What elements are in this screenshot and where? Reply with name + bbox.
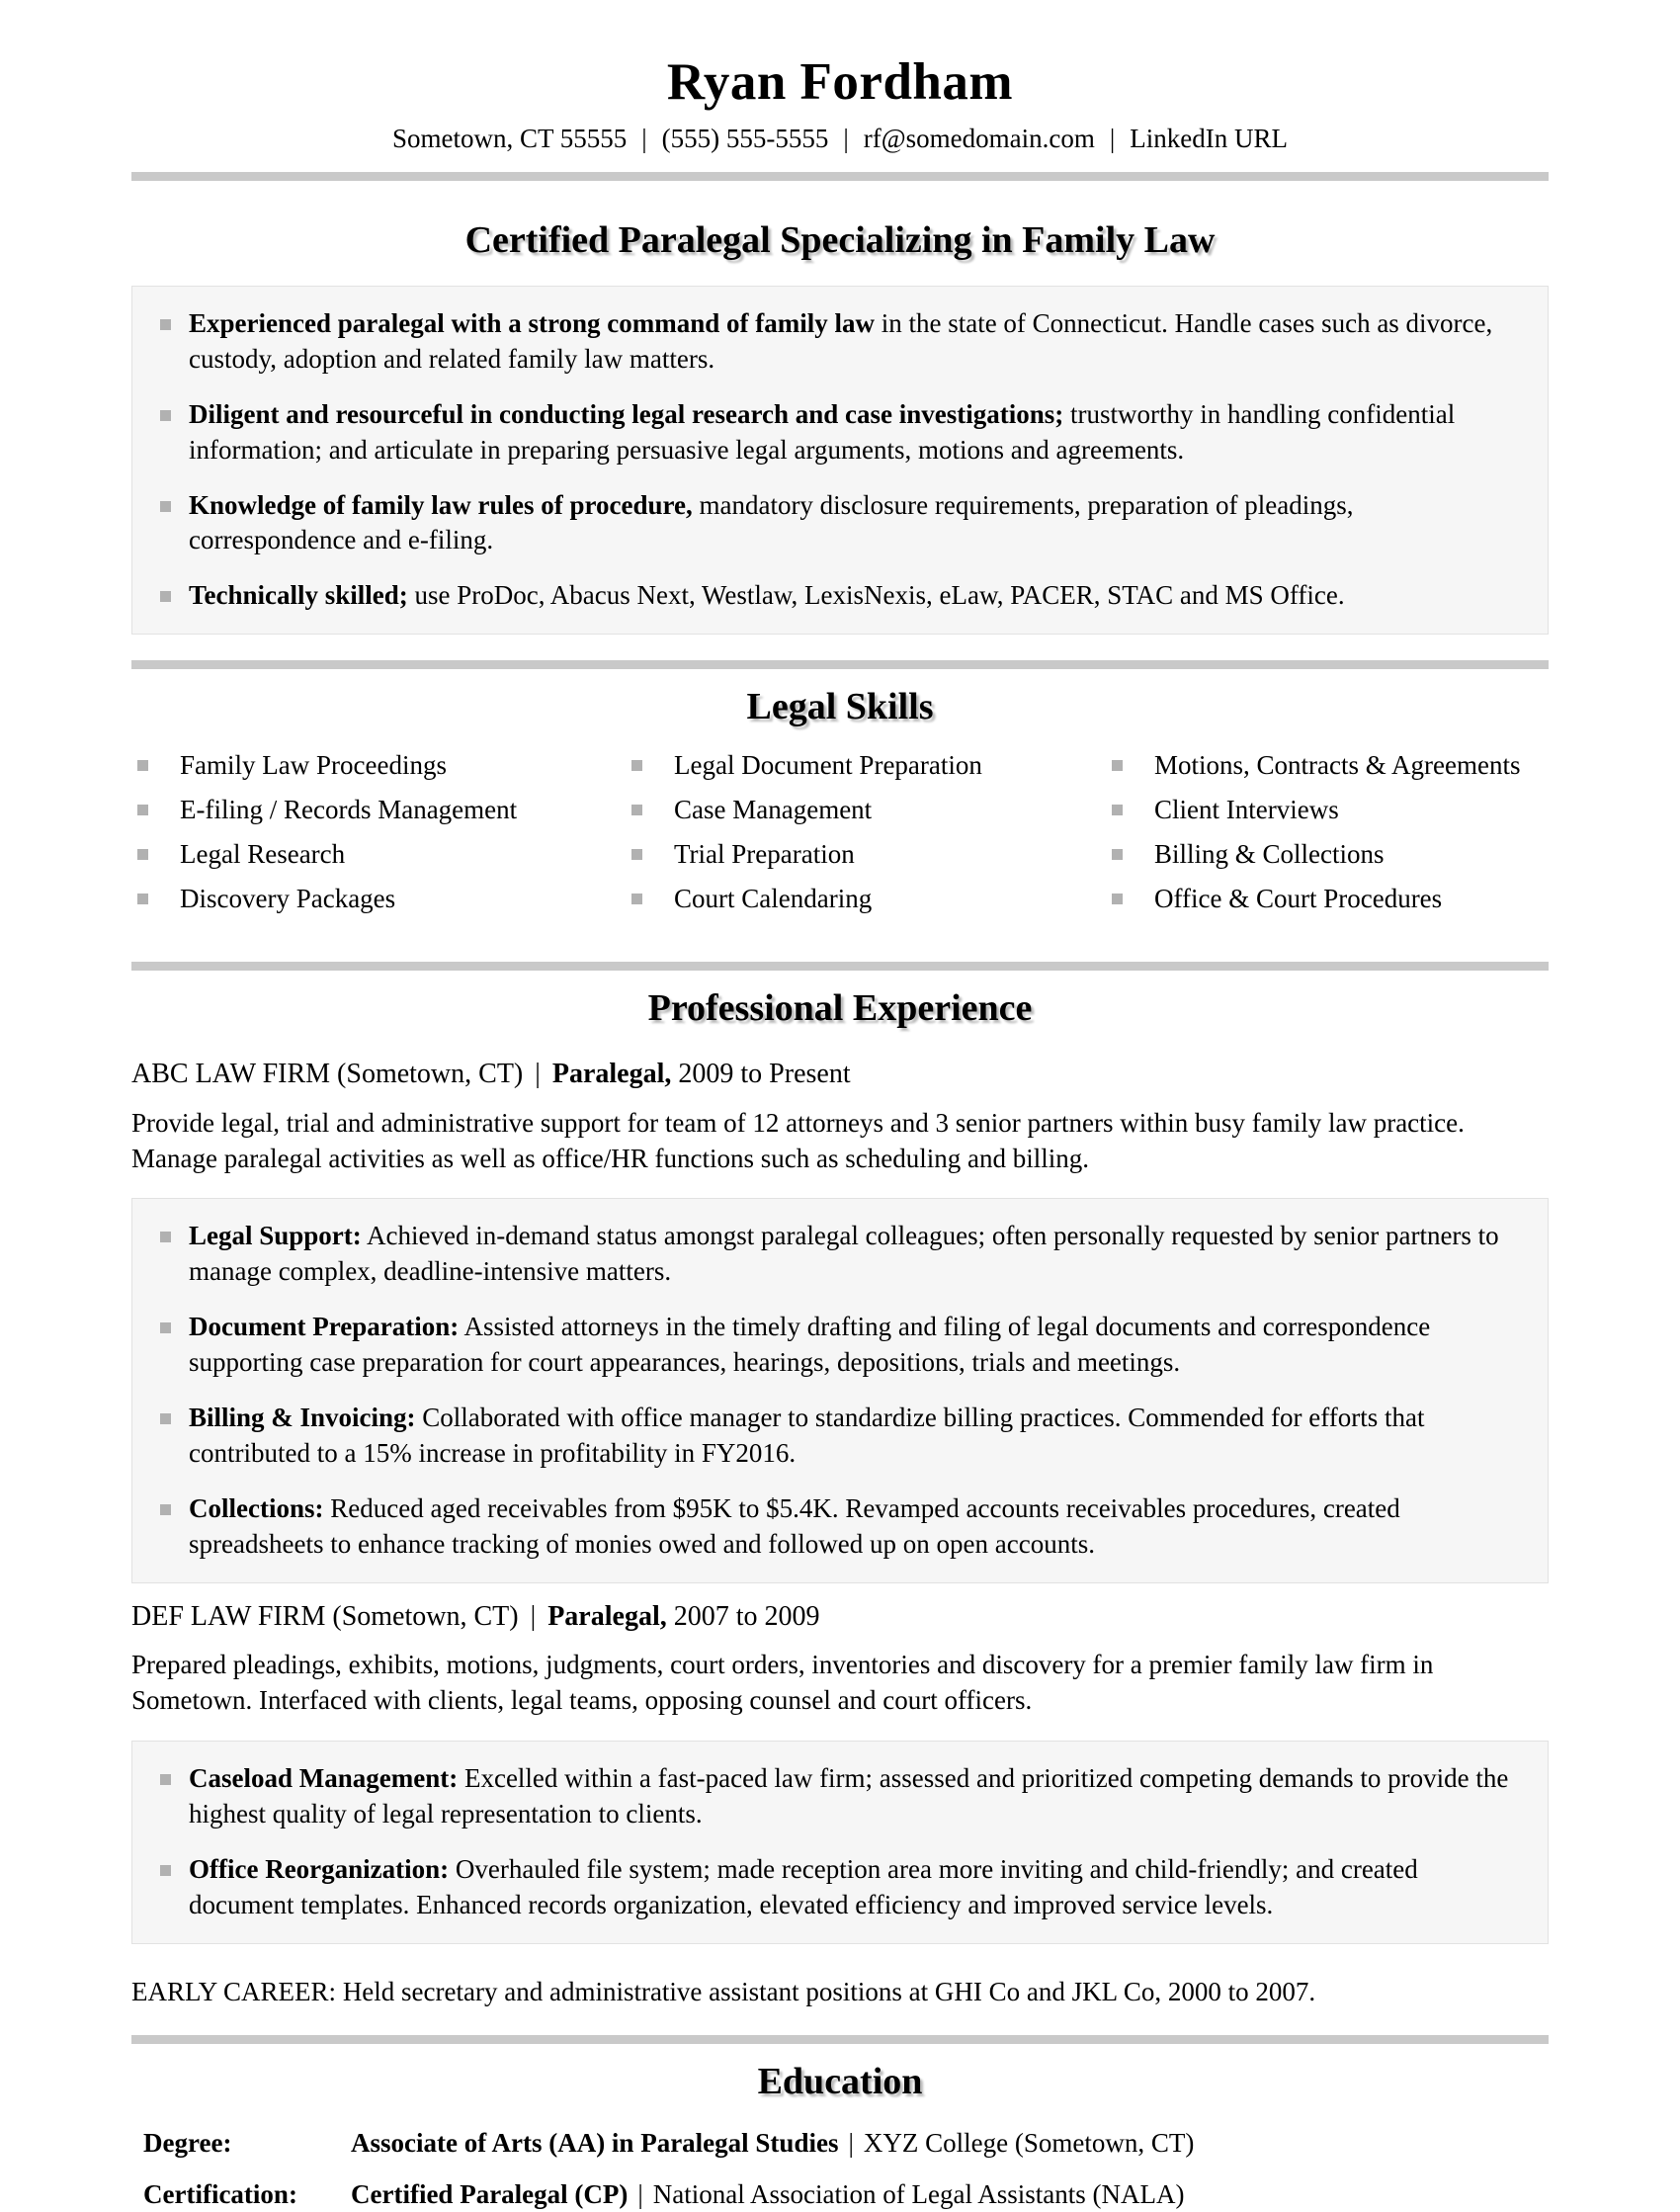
skill-item: Legal Document Preparation xyxy=(628,748,1108,784)
early-career-label: EARLY CAREER: xyxy=(131,1976,337,2006)
skill-item: Trial Preparation xyxy=(628,837,1108,873)
bullet-square-icon xyxy=(160,1322,171,1333)
skill-item: E-filing / Records Management xyxy=(133,793,628,828)
section-divider xyxy=(131,172,1549,181)
job-separator: | xyxy=(535,1059,541,1090)
education-row xyxy=(131,2176,1549,2212)
bullet-square-icon xyxy=(137,760,148,771)
skills-column xyxy=(628,748,1108,926)
skill-item: Case Management xyxy=(628,793,1108,828)
section-divider xyxy=(131,2035,1549,2044)
job-bullet-text: Office Reorganization: Overhauled file system; made reception area more inviting and child-friendly; and created document templates. Enhanced records organization, elevated efficiency and improved service levels. xyxy=(189,1853,1418,1919)
job-role: Paralegal, xyxy=(547,1600,667,1632)
job-summary: Provide legal, trial and administrative support for team of 12 attorneys and 3 senior partners within busy family law practice. Manage paralegal activities as well as office/HR functions such as scheduling and billing. xyxy=(131,1107,1465,1173)
job-bullet xyxy=(144,1761,1522,1832)
skills-column xyxy=(1108,748,1549,926)
summary-bullet xyxy=(144,488,1522,559)
bullet-square-icon xyxy=(1112,805,1123,815)
education-row xyxy=(131,2125,1549,2161)
skill-item: Office & Court Procedures xyxy=(1108,882,1549,917)
contact-separator: | xyxy=(1109,124,1116,154)
bullet-square-icon xyxy=(160,1504,171,1515)
job-dates: 2009 to Present xyxy=(678,1059,851,1090)
education-rows xyxy=(131,2125,1549,2212)
contact-phone: (555) 555-5555 xyxy=(661,124,829,154)
education-row-value: Certified Paralegal (CP) | National Association of Legal Assistants (NALA) xyxy=(351,2178,1185,2209)
legal-skills-grid xyxy=(131,748,1549,926)
education-row-label: Certification: xyxy=(143,2178,297,2209)
bullet-square-icon xyxy=(160,1413,171,1424)
job-bullet xyxy=(144,1219,1522,1290)
bullet-square-icon xyxy=(160,501,171,512)
summary-box xyxy=(131,286,1549,635)
job-summary: Prepared pleadings, exhibits, motions, judgments, court orders, inventories and discovery for a premier family law firm in Sometown. Interfaced with clients, legal teams, opposing counsel and court officers. xyxy=(131,1650,1434,1716)
job-location: (Sometown, CT) xyxy=(332,1600,519,1632)
summary-bullet-text: Technically skilled; use ProDoc, Abacus Next, Westlaw, LexisNexis, eLaw, PACER, STAC and MS Office. xyxy=(189,580,1345,611)
job-dates: 2007 to 2009 xyxy=(673,1600,820,1632)
education-separator: | xyxy=(848,2127,854,2158)
job-bullet xyxy=(144,1401,1522,1472)
bullet-square-icon xyxy=(631,893,642,904)
legal-skills-heading: Legal Skills xyxy=(746,686,934,728)
bullet-square-icon xyxy=(631,760,642,771)
job-heading xyxy=(131,1599,1549,1635)
bullet-square-icon xyxy=(160,1865,171,1876)
summary-bullet xyxy=(144,578,1522,614)
contact-separator: | xyxy=(843,124,849,154)
job-separator: | xyxy=(530,1600,537,1632)
summary-bullet-text: Diligent and resourceful in conducting legal research and case investigations; trustworthy in handling confidential information; and articulate in preparing persuasive legal arguments, motions and agreements. xyxy=(189,398,1456,465)
bullet-square-icon xyxy=(160,319,171,330)
experience-heading: Professional Experience xyxy=(647,986,1033,1029)
job-bullet-text: Legal Support: Achieved in-demand status amongst paralegal colleagues; often personally requested by senior partners to manage complex, deadline-intensive matters. xyxy=(189,1221,1499,1287)
job-bullet xyxy=(144,1491,1522,1563)
job-location: (Sometown, CT) xyxy=(337,1059,524,1090)
bullet-square-icon xyxy=(1112,849,1123,860)
skill-item: Motions, Contracts & Agreements xyxy=(1108,748,1549,784)
job-highlights-box xyxy=(131,1741,1549,1944)
education-separator: | xyxy=(637,2178,643,2209)
job-role: Paralegal, xyxy=(551,1059,672,1090)
summary-bullet xyxy=(144,397,1522,468)
skill-item: Billing & Collections xyxy=(1108,837,1549,873)
early-career-text: Held secretary and administrative assistant positions at GHI Co and JKL Co, 2000 to 2007. xyxy=(342,1976,1316,2006)
bullet-square-icon xyxy=(160,410,171,421)
bullet-square-icon xyxy=(631,849,642,860)
job-bullet-text: Document Preparation: Assisted attorneys in the timely drafting and filing of legal documents and correspondence supporting case preparation for court appearances, hearings, depositions, trials and meetings. xyxy=(189,1312,1431,1378)
skills-column xyxy=(133,748,628,926)
summary-bullet xyxy=(144,306,1522,378)
skill-item: Family Law Proceedings xyxy=(133,748,628,784)
skill-item: Legal Research xyxy=(133,837,628,873)
skill-item: Client Interviews xyxy=(1108,793,1549,828)
education-row-label: Degree: xyxy=(143,2127,232,2158)
bullet-square-icon xyxy=(137,893,148,904)
bullet-square-icon xyxy=(160,1232,171,1242)
job-bullet-text: Billing & Invoicing: Collaborated with office manager to standardize billing practices. Commended for efforts that contributed to a 15% increase in profitability in FY2016. xyxy=(189,1403,1425,1468)
job-bullet xyxy=(144,1310,1522,1381)
bullet-square-icon xyxy=(160,591,171,602)
contact-location: Sometown, CT 55555 xyxy=(391,124,628,154)
resume-title: Certified Paralegal Specializing in Family Law xyxy=(464,219,1216,262)
job-firm: DEF LAW FIRM xyxy=(131,1600,326,1632)
job-bullet-text: Collections: Reduced aged receivables from $95K to $5.4K. Revamped accounts receivables procedures, created spreadsheets to enhance tracking of monies owed and followed up on open accounts. xyxy=(189,1492,1400,1559)
education-row-value: Associate of Arts (AA) in Paralegal Studies | XYZ College (Sometown, CT) xyxy=(351,2127,1195,2158)
bullet-square-icon xyxy=(1112,893,1123,904)
contact-line xyxy=(131,124,1549,154)
contact-separator: | xyxy=(641,124,647,154)
summary-bullet-text: Experienced paralegal with a strong command of family law in the state of Connecticut. Handle cases such as divorce, custody, adoption and related family law matters. xyxy=(189,307,1493,374)
bullet-square-icon xyxy=(160,1774,171,1785)
section-divider xyxy=(131,660,1549,669)
education-heading: Education xyxy=(757,2060,923,2102)
job-highlights-box xyxy=(131,1198,1549,1582)
skill-item: Discovery Packages xyxy=(133,882,628,917)
job-bullet-text: Caseload Management: Excelled within a fast-paced law firm; assessed and prioritized competing demands to provide the highest quality of legal representation to clients. xyxy=(189,1762,1509,1829)
candidate-name: Ryan Fordham xyxy=(666,53,1014,111)
skill-item: Court Calendaring xyxy=(628,882,1108,917)
job-bullet xyxy=(144,1852,1522,1923)
summary-bullet-text: Knowledge of family law rules of procedure, mandatory disclosure requirements, preparation of pleadings, correspondence and e-filing. xyxy=(189,489,1354,555)
bullet-square-icon xyxy=(1112,760,1123,771)
bullet-square-icon xyxy=(137,849,148,860)
bullet-square-icon xyxy=(631,805,642,815)
contact-email: rf@somedomain.com xyxy=(863,124,1095,154)
bullet-square-icon xyxy=(137,805,148,815)
section-divider xyxy=(131,962,1549,971)
contact-linkedin: LinkedIn URL xyxy=(1130,124,1288,154)
job-firm: ABC LAW FIRM xyxy=(131,1059,331,1090)
job-heading xyxy=(131,1057,1549,1092)
early-career-line xyxy=(131,1974,1549,2009)
